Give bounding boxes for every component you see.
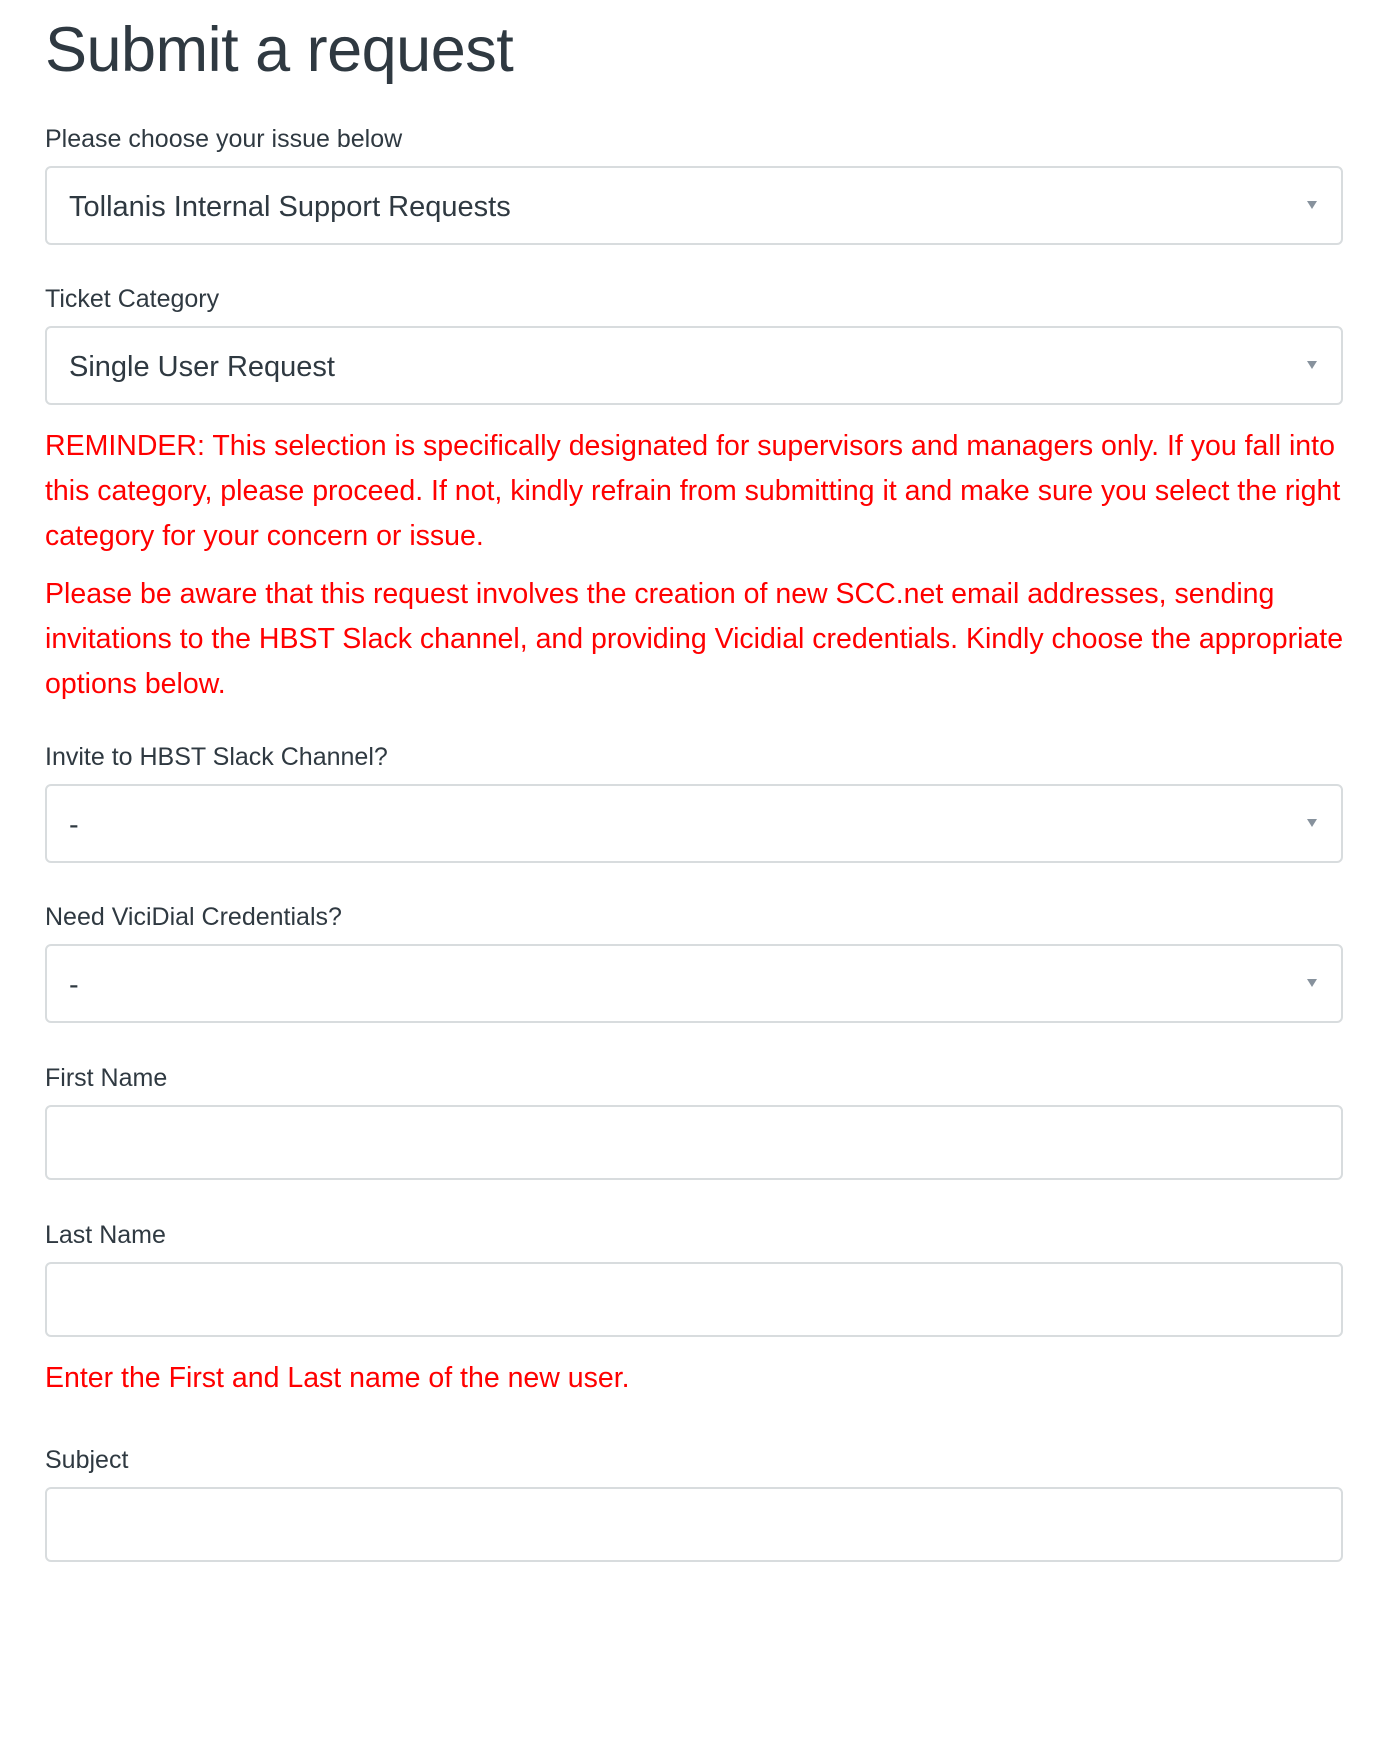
page-title: Submit a request <box>45 15 514 85</box>
issue-select[interactable] <box>45 166 1343 245</box>
slack-invite-label: Invite to HBST Slack Channel? <box>45 743 388 771</box>
slack-invite-select[interactable] <box>45 784 1343 863</box>
reminder-notice: REMINDER: This selection is specifically designated for supervisors and managers only. If you fall into this category, please proceed. If not, kindly refrain from submitting it and make sure you select the right category for your concern or issue. <box>45 430 1341 552</box>
chevron-down-icon <box>1307 361 1317 369</box>
issue-label: Please choose your issue below <box>45 125 403 153</box>
name-hint: Enter the First and Last name of the new user. <box>45 1362 630 1394</box>
subject-field[interactable] <box>45 1487 1343 1562</box>
awareness-notice: Please be aware that this request involves the creation of new SCC.net email addresses, sending invitations to the HBST Slack channel, and providing Vicidial credentials. Kindly choose the appropriate options below. <box>45 578 1344 700</box>
slack-invite-select-value: - <box>69 809 79 841</box>
vicidial-select-value: - <box>69 969 79 1001</box>
ticket-category-label: Ticket Category <box>45 285 220 313</box>
chevron-down-icon <box>1307 201 1317 209</box>
subject-label: Subject <box>45 1446 129 1474</box>
last-name-label: Last Name <box>45 1221 166 1249</box>
last-name-field[interactable] <box>45 1262 1343 1337</box>
chevron-down-icon <box>1307 979 1317 987</box>
issue-select-value: Tollanis Internal Support Requests <box>69 191 511 223</box>
ticket-category-select-value: Single User Request <box>69 351 335 383</box>
first-name-field[interactable] <box>45 1105 1343 1180</box>
vicidial-select[interactable] <box>45 944 1343 1023</box>
chevron-down-icon <box>1307 819 1317 827</box>
ticket-category-select[interactable] <box>45 326 1343 405</box>
vicidial-label: Need ViciDial Credentials? <box>45 903 342 931</box>
first-name-label: First Name <box>45 1064 168 1092</box>
